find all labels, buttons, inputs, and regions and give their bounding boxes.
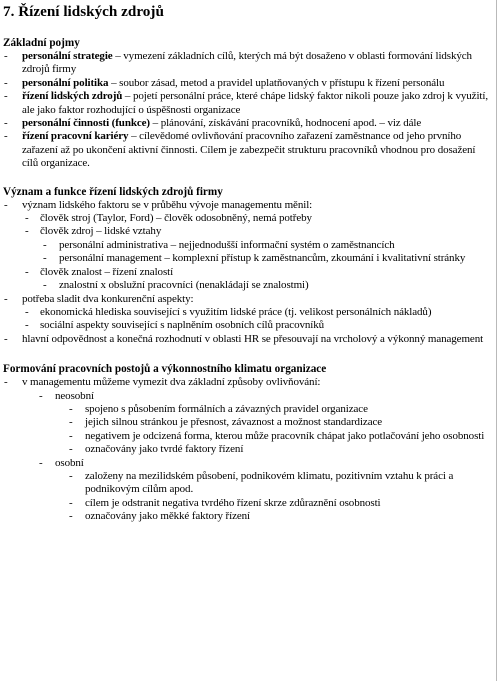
list-item-text: člověk zdroj – lidské vztahy bbox=[40, 225, 162, 238]
list-item bbox=[3, 333, 493, 346]
sub-sub-list-item bbox=[69, 416, 493, 429]
chapter-title: 7. Řízení lidských zdrojů bbox=[3, 3, 164, 20]
sub-sub-list-item bbox=[69, 510, 493, 523]
term: personální činnosti (funkce) bbox=[22, 117, 150, 130]
category-label: neosobní bbox=[55, 389, 94, 402]
sub-list-item bbox=[25, 225, 493, 265]
definition: – cílevědomé ovlivňování pracovního zařazení zaměstnance od jeho prvního zařazení až po ukončení aktivní činnosti. Cílem je zabezpečit strukturu pracovníků vhodnou pro dosažení cílů organizace. bbox=[22, 130, 476, 170]
list-item-text: hlavní odpovědnost a konečná rozhodnutí v oblasti HR se přesouvají na vrcholový a výkonný management bbox=[22, 332, 484, 345]
list-item bbox=[3, 130, 493, 170]
category-label: osobní bbox=[55, 456, 84, 469]
definition: – plánování, získávání pracovníků, hodnocení apod. – viz dále bbox=[150, 117, 422, 130]
list-item-text: personální administrativa – nejjednodušší informační systém o zaměstnancích bbox=[59, 238, 395, 251]
role-list bbox=[3, 199, 493, 346]
term: řízení pracovní kariéry bbox=[22, 130, 129, 143]
sub-list bbox=[25, 212, 493, 292]
sub-list bbox=[25, 306, 493, 333]
definition: – pojetí personální práce, které chápe lidský faktor nikoli pouze jako zdroj k využití, ale jako faktor rozhodující o úspěšnosti organizace bbox=[22, 90, 488, 116]
climate-list bbox=[3, 376, 493, 523]
list-item-text: označovány jako měkké faktory řízení bbox=[85, 510, 250, 523]
list-item-text: označovány jako tvrdé faktory řízení bbox=[85, 443, 244, 456]
list-item bbox=[3, 50, 493, 77]
list-item bbox=[3, 117, 493, 130]
sub-sub-list bbox=[43, 279, 493, 292]
list-item bbox=[3, 90, 493, 117]
list-item-text: negativem je odcizená forma, kterou může pracovník chápat jako potlačování jeho osobnosti bbox=[85, 429, 485, 442]
list-item-text: člověk stroj (Taylor, Ford) – člověk odosobněný, nemá potřeby bbox=[40, 212, 312, 225]
list-item-text: potřeba sladit dva konkurenční aspekty: bbox=[22, 292, 194, 305]
sub-list-item bbox=[25, 319, 493, 332]
sub-sub-list-item bbox=[43, 252, 493, 265]
category-item-personal bbox=[22, 457, 493, 524]
list-item-text: jejich silnou stránkou je přesnost, závaznost a možnost standardizace bbox=[85, 416, 383, 429]
list-item-text: personální management – komplexní přístup k zaměstnancům, zkoumání i kvalitativní stránky bbox=[59, 252, 466, 265]
definition: – soubor zásad, metod a pravidel uplatňovaných v přístupu k řízení personálu bbox=[108, 76, 445, 89]
list-item-text: spojeno s působením formálních a závazných pravidel organizace bbox=[85, 402, 368, 415]
category-list bbox=[22, 390, 493, 524]
sub-sub-list-item bbox=[69, 470, 493, 497]
term: personální strategie bbox=[22, 50, 113, 62]
sub-sub-list-item bbox=[43, 239, 493, 252]
list-item-text: cílem je odstranit negativa tvrdého řízení skrze zdůraznění osobnosti bbox=[85, 496, 381, 509]
sub-sub-list-item bbox=[69, 403, 493, 416]
list-item-text: člověk znalost – řízení znalostí bbox=[40, 265, 174, 278]
list-item-text: význam lidského faktoru se v průběhu vývoje managementu měnil: bbox=[22, 198, 313, 211]
definition: – vymezení základních cílů, kterých má být dosaženo v oblasti formování lidských zdrojů firmy bbox=[22, 50, 472, 76]
sub-sub-list-item bbox=[69, 443, 493, 456]
list-item bbox=[3, 376, 493, 523]
term: personální politika bbox=[22, 76, 109, 89]
term: řízení lidských zdrojů bbox=[22, 90, 123, 103]
list-item-text: v managementu můžeme vymezit dva základní způsoby ovlivňování: bbox=[22, 376, 321, 389]
sub-list-item bbox=[25, 212, 493, 225]
category-sub-list bbox=[69, 470, 493, 524]
list-item-text: znalostní x obslužní pracovníci (nenakládají se znalostmi) bbox=[59, 279, 309, 292]
sub-sub-list bbox=[43, 239, 493, 266]
list-item-text: založeny na mezilidském působení, podnikovém klimatu, pozitivním vztahu k práci a podnikovým cílům apod. bbox=[85, 469, 454, 496]
sub-sub-list-item bbox=[69, 497, 493, 510]
sub-list-item bbox=[25, 306, 493, 319]
section-title-role: Význam a funkce řízení lidských zdrojů firmy bbox=[3, 185, 223, 198]
sub-list-item bbox=[25, 266, 493, 293]
category-item-impersonal bbox=[22, 390, 493, 457]
category-sub-list bbox=[69, 403, 493, 457]
basic-terms-list bbox=[3, 50, 493, 171]
section-title-climate: Formování pracovních postojů a výkonnostního klimatu organizace bbox=[3, 363, 327, 376]
list-item-text: ekonomická hlediska související s využitím lidské práce (tj. velikost personálních nákladů) bbox=[40, 305, 432, 318]
sub-sub-list-item bbox=[69, 430, 493, 443]
list-item bbox=[3, 199, 493, 293]
list-item bbox=[3, 77, 493, 90]
list-item bbox=[3, 293, 493, 333]
section-title-basic-terms: Základní pojmy bbox=[3, 37, 80, 49]
list-item-text: sociální aspekty související s naplněním osobních cílů pracovníků bbox=[40, 319, 325, 332]
sub-sub-list-item bbox=[43, 279, 493, 292]
